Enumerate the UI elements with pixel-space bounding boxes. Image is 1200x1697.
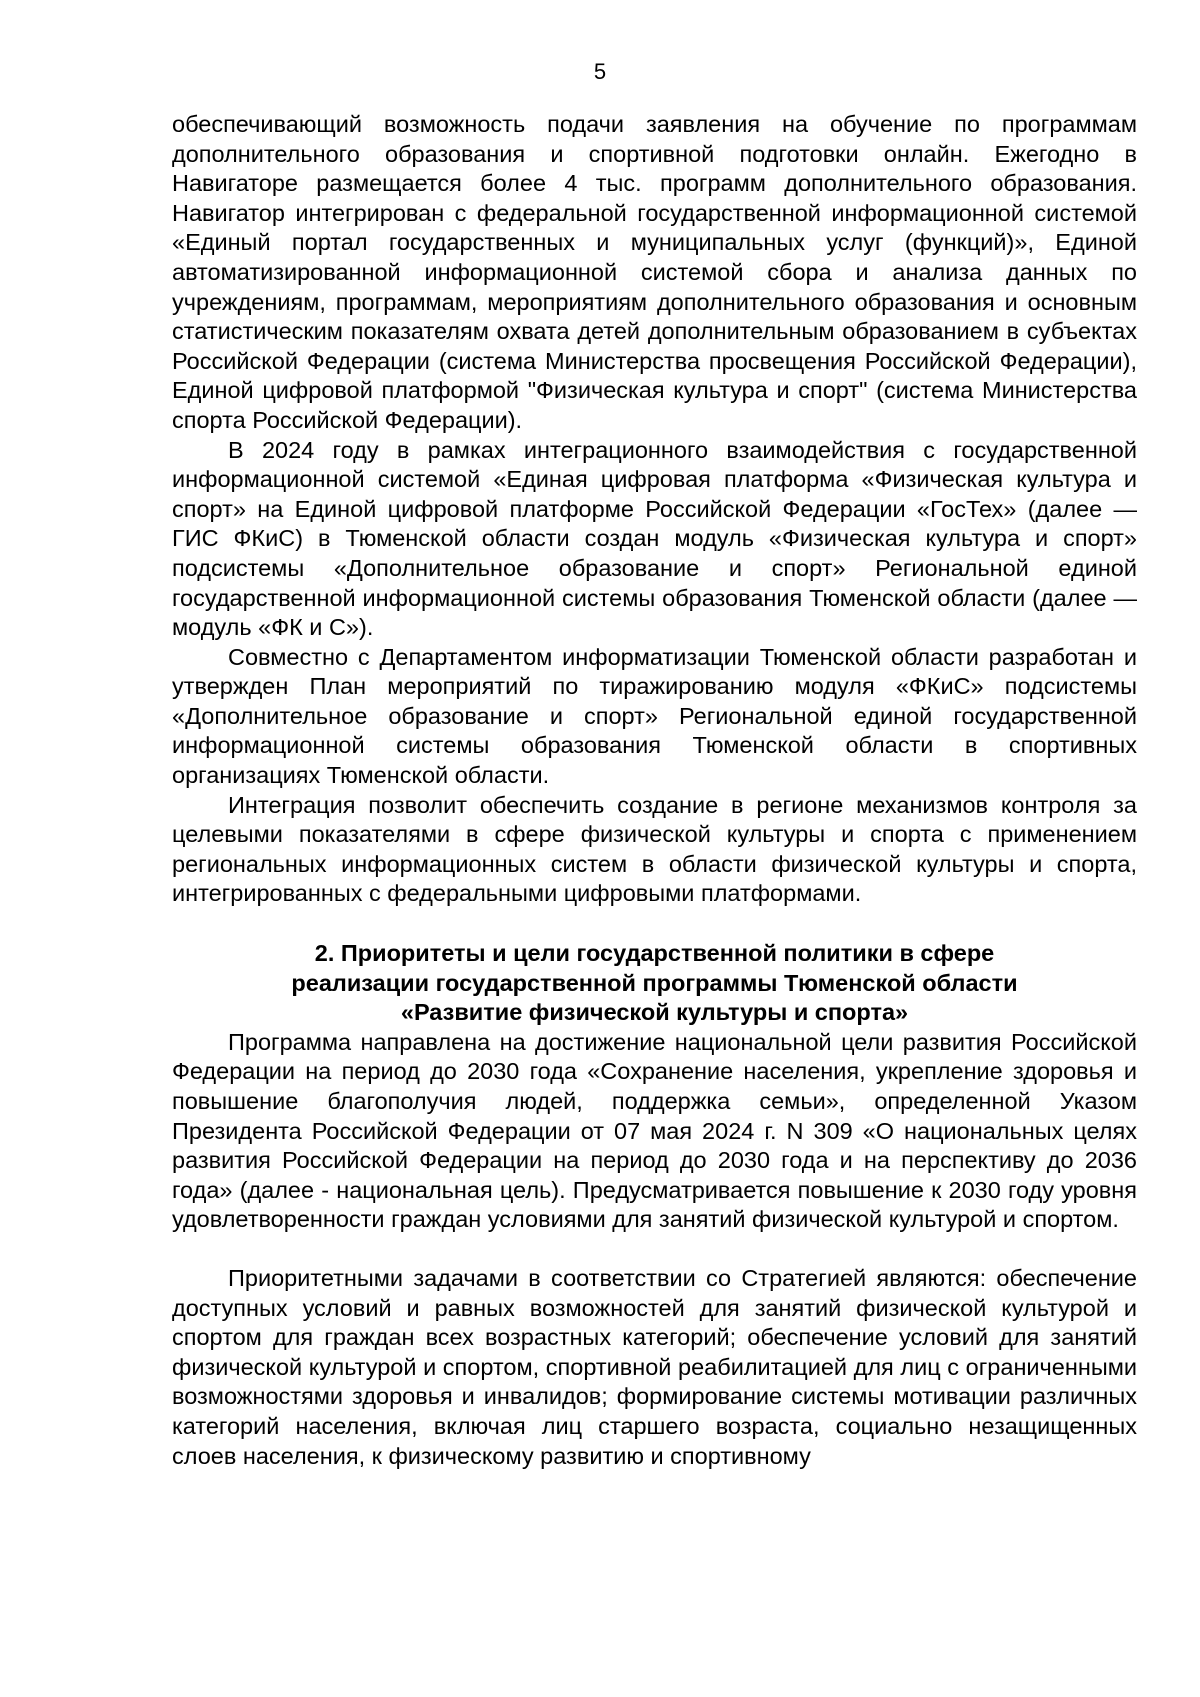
section-heading-line-1: 2. Приоритеты и цели государственной политики в сфере <box>314 940 995 967</box>
section-heading-line-2: реализации государственной программы Тюменской области <box>291 969 1018 996</box>
section-heading <box>172 909 1137 1028</box>
paragraph-integration-2024: В 2024 году в рамках интеграционного взаимодействия с государственной информационной системой «Единая цифровая платформа «Физическая культура и спорт» на Единой цифровой платформе Российской Федерации «ГосТех» (далее — ГИС ФКиС) в Тюменской области создан модуль «Физическая культура и спорт» подсистемы «Дополнительное образование и спорт» Региональной единой государственной информационной системы образования Тюменской области (далее — модуль «ФК и С»). <box>172 436 1137 641</box>
paragraph-priority-tasks: Приоритетными задачами в соответствии со Стратегией являются: обеспечение доступных условий и равных возможностей для занятий физической культурой и спортом для граждан всех возрастных категорий; обеспечение условий для занятий физической культурой и спортом, спортивной реабилитацией для лиц с ограниченными возможностями здоровья и инвалидов; формирование системы мотивации различных категорий населения, включая лиц старшего возраста, социально незащищенных слоев населения, к физическому развитию и спортивному <box>172 1264 1137 1469</box>
paragraph-spacer <box>172 1235 1137 1264</box>
paragraph-integration-outcome: Интеграция позволит обеспечить создание в регионе механизмов контроля за целевыми показателями в сфере физической культуры и спорта с применением региональных информационных систем в области физической культуры и спорта, интегрированных с федеральными цифровыми платформами. <box>172 791 1137 907</box>
section-heading-line-3: «Развитие физической культуры и спорта» <box>400 999 909 1026</box>
paragraph-national-goal: Программа направлена на достижение национальной цели развития Российской Федерации на период до 2030 года «Сохранение населения, укрепление здоровья и повышение благополучия людей, поддержка семьи», определенной Указом Президента Российской Федерации от 07 мая 2024 г. N 309 «О национальных целях развития Российской Федерации на период до 2030 года и на перспективу до 2036 года» (далее - национальная цель). Предусматривается повышение к 2030 году уровня удовлетворенности граждан условиями для занятий физической культурой и спортом. <box>172 1028 1137 1233</box>
paragraph-navigator: обеспечивающий возможность подачи заявления на обучение по программам дополнительного образования и спортивной подготовки онлайн. Ежегодно в Навигаторе размещается более 4 тыс. программ дополнительного образования. Навигатор интегрирован с федеральной государственной информационной системой «Единый портал государственных и муниципальных услуг (функций)», Единой автоматизированной информационной системой сбора и анализа данных по учреждениям, программам, мероприятиям дополнительного образования и основным статистическим показателям охвата детей дополнительным образованием в субъектах Российской Федерации (система Министерства просвещения Российской Федерации), Единой цифровой платформой "Физическая культура и спорт" (система Министерства спорта Российской Федерации). <box>172 111 1137 433</box>
document-body <box>172 110 1137 1471</box>
paragraph-joint-plan: Совместно с Департаментом информатизации Тюменской области разработан и утвержден План мероприятий по тиражированию модуля «ФКиС» подсистемы «Дополнительное образование и спорт» Региональной единой государственной информационной системы образования Тюменской области в спортивных организациях Тюменской области. <box>172 643 1137 789</box>
page-number: 5 <box>593 59 607 84</box>
